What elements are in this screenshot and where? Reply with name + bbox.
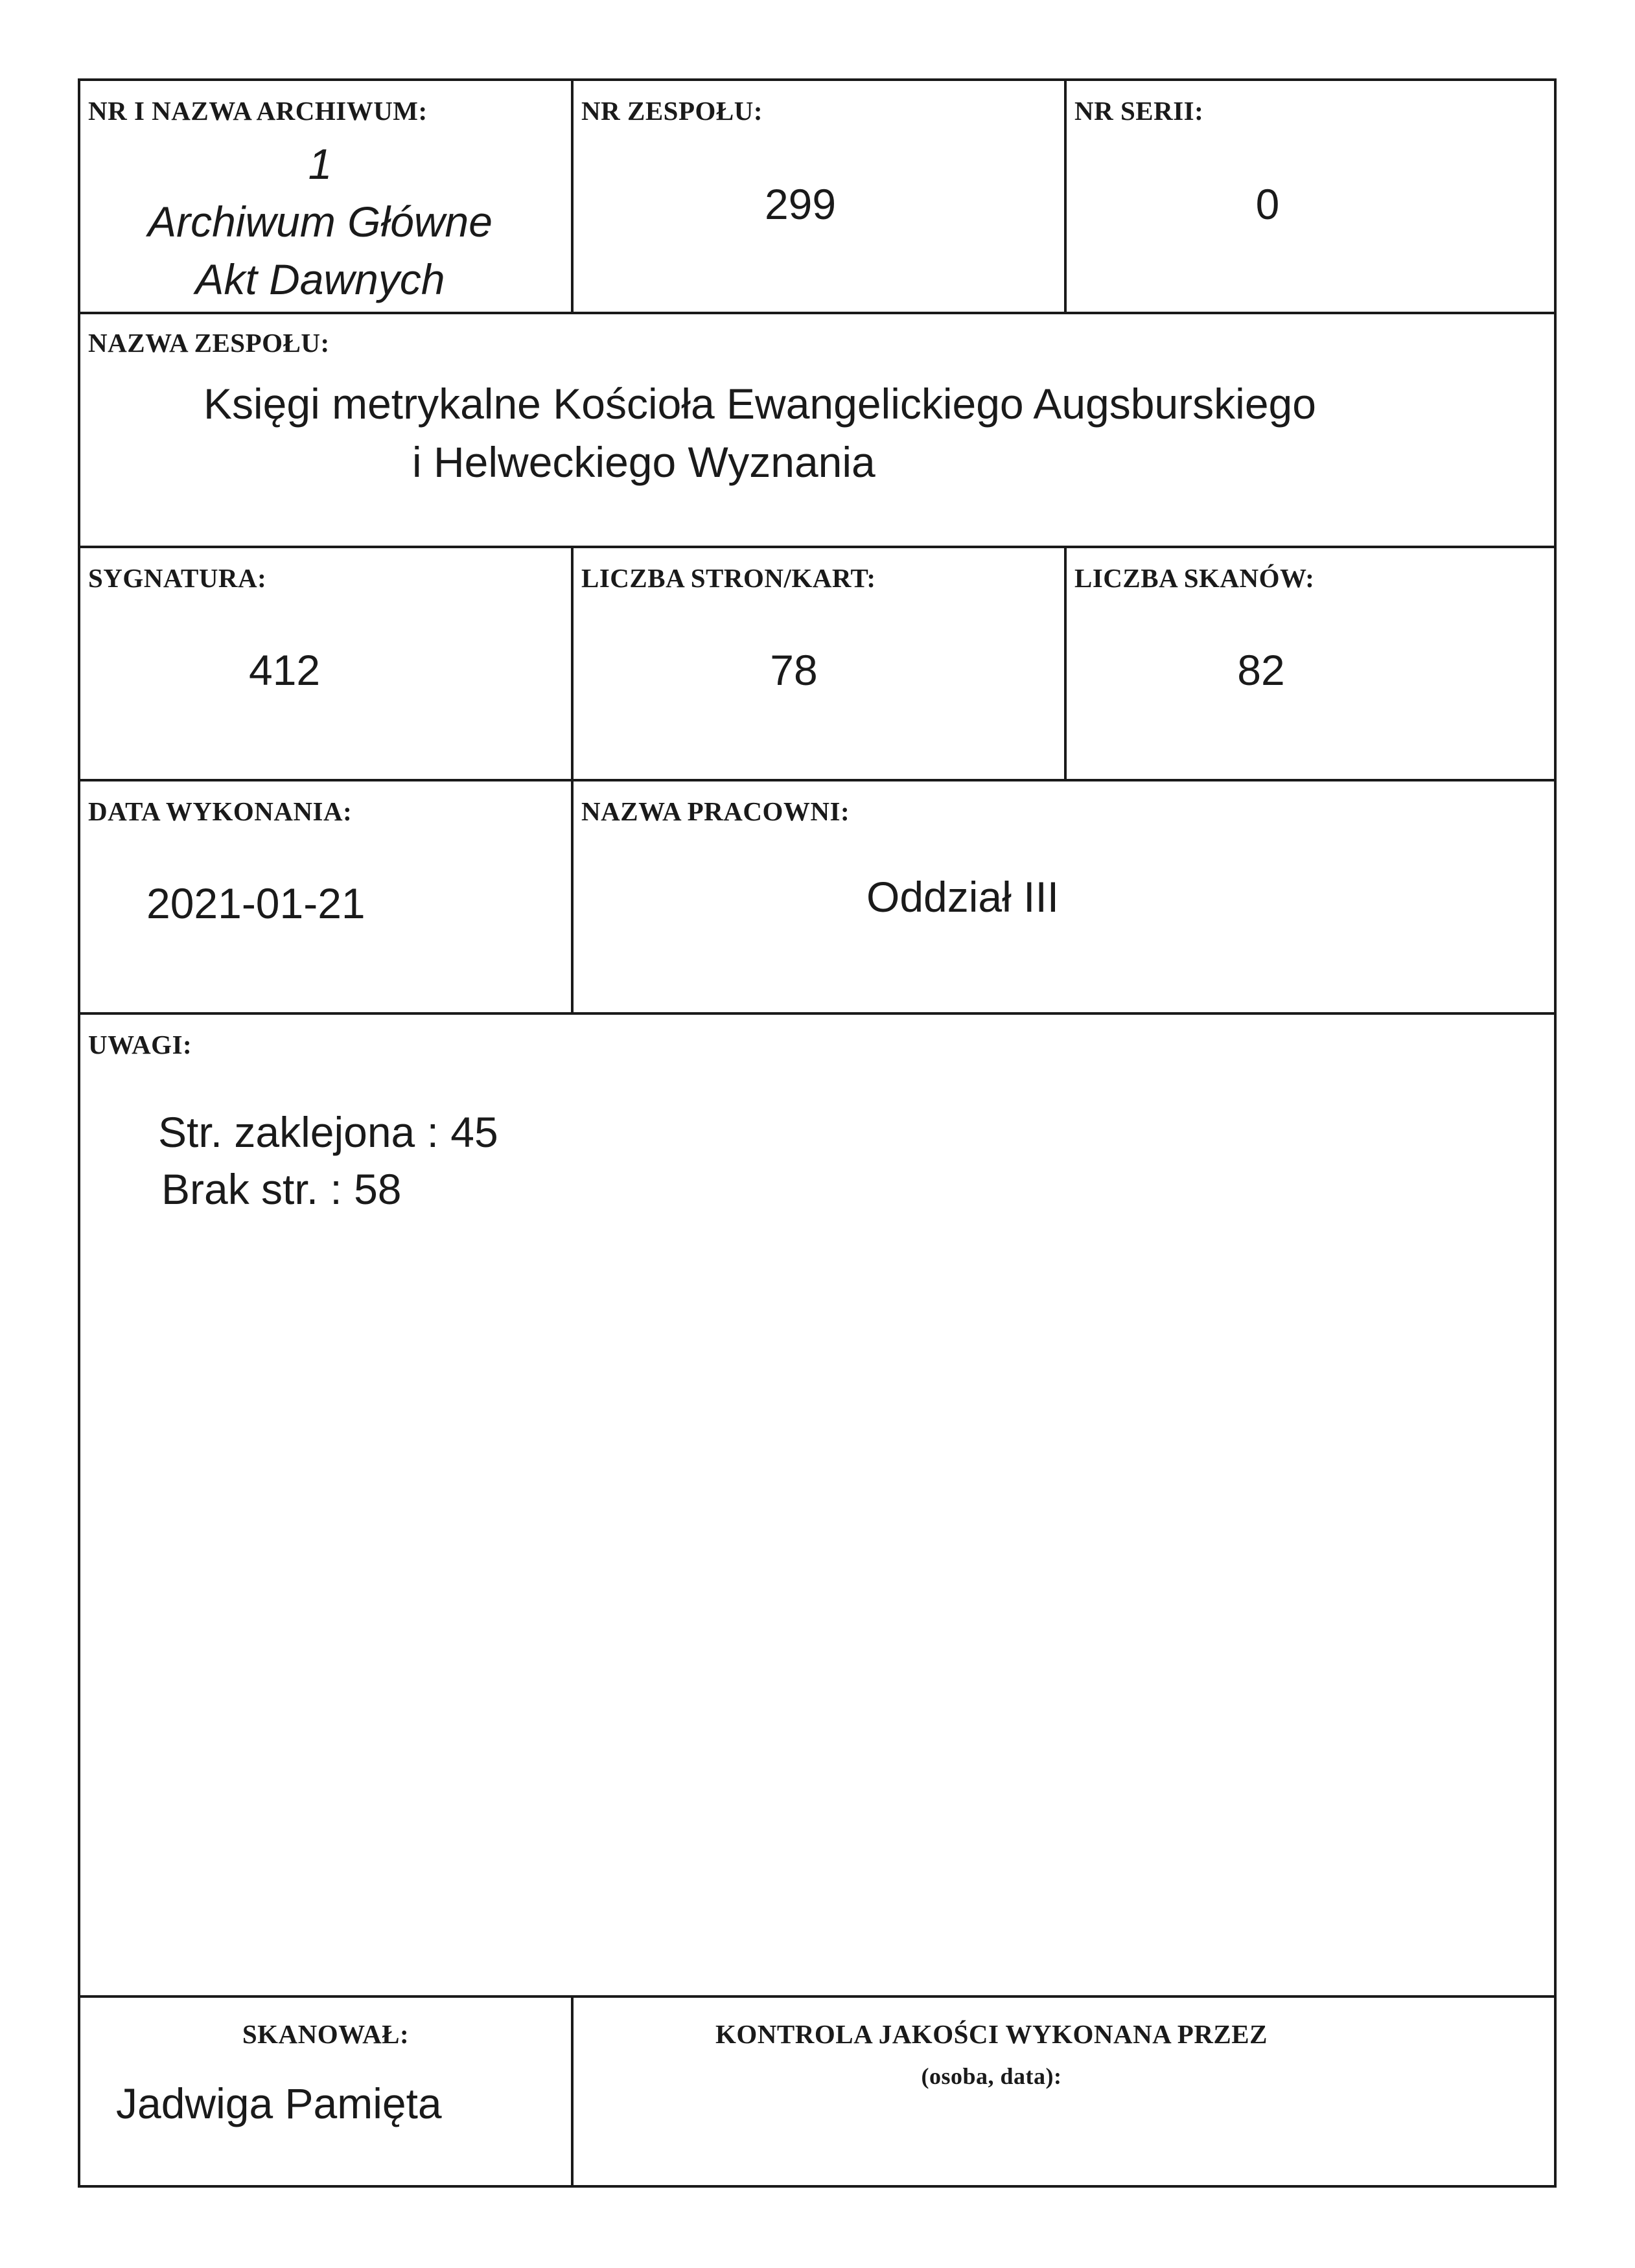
execution-date-cell: [80, 781, 571, 1012]
quality-control-sublabel: (osoba, data):: [921, 2063, 1062, 2089]
workshop-value: Oddział III: [866, 873, 1060, 921]
scan-count-value: 82: [1237, 646, 1285, 694]
fonds-name-line2: i Helweckiego Wyznania: [412, 438, 875, 486]
archive-name-line1: Archiwum Główne: [148, 198, 493, 246]
quality-control-cell: [574, 1998, 1554, 2185]
fonds-number-label: NR ZESPOŁU:: [581, 96, 763, 126]
scanned-by-value: Jadwiga Pamięta: [116, 2079, 442, 2127]
signature-label: SYGNATURA:: [88, 563, 267, 593]
page-count-cell: [574, 548, 1064, 779]
fonds-name-line1: Księgi metrykalne Kościoła Ewangelickiego Augsburskiego: [203, 380, 1316, 428]
page-count-value: 78: [770, 646, 818, 694]
fonds-name-label: NAZWA ZESPOŁU:: [88, 328, 330, 358]
archive-cell: [80, 81, 571, 312]
series-number-cell: [1067, 81, 1554, 312]
series-number-value: 0: [1255, 180, 1280, 228]
quality-control-label: KONTROLA JAKOŚCI WYKONANA PRZEZ: [715, 2019, 1268, 2049]
workshop-label: NAZWA PRACOWNI:: [581, 796, 850, 826]
archive-label: NR I NAZWA ARCHIWUM:: [88, 96, 428, 126]
archive-number: 1: [308, 140, 332, 188]
scanned-by-label: SKANOWAŁ:: [242, 2019, 410, 2049]
execution-date-label: DATA WYKONANIA:: [88, 796, 353, 826]
execution-date-value: 2021-01-21: [146, 879, 365, 927]
notes-line1: Str. zaklejona : 45: [158, 1108, 498, 1156]
notes-label: UWAGI:: [88, 1030, 192, 1059]
page-count-label: LICZBA STRON/KART:: [581, 563, 876, 593]
signature-cell: [80, 548, 571, 779]
fonds-number-value: 299: [764, 180, 837, 228]
fonds-name-cell: [80, 314, 1554, 546]
series-number-label: NR SERII:: [1074, 96, 1204, 126]
archive-name-line2: Akt Dawnych: [195, 255, 445, 303]
notes-cell: [80, 1015, 1554, 1995]
fonds-number-cell: [574, 81, 1064, 312]
notes-line2: Brak str. : 58: [161, 1165, 402, 1213]
workshop-cell: [574, 781, 1554, 1012]
scanned-by-cell: [80, 1998, 571, 2185]
scan-count-label: LICZBA SKANÓW:: [1074, 563, 1315, 593]
signature-value: 412: [249, 646, 321, 694]
form-table: [78, 78, 1557, 2188]
scan-count-cell: [1067, 548, 1554, 779]
